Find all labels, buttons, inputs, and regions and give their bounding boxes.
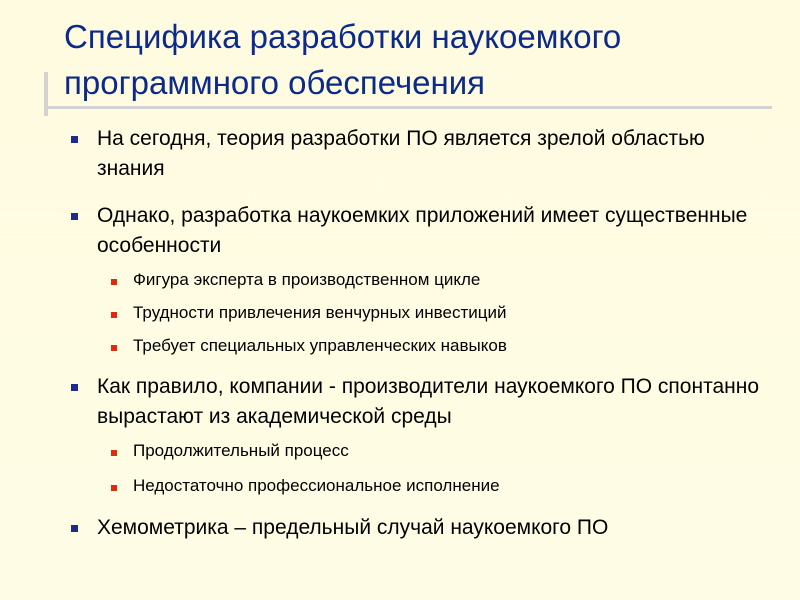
square-bullet-icon bbox=[111, 279, 117, 285]
sub-bullet-item: Недостаточно профессиональное исполнение bbox=[133, 476, 500, 495]
bullet-item: Хемометрика – предельный случай наукоемкого ПО bbox=[97, 516, 609, 539]
square-bullet-icon bbox=[111, 450, 117, 456]
square-bullet-icon bbox=[71, 525, 78, 532]
sub-bullet-item: Требует специальных управленческих навыков bbox=[133, 336, 507, 355]
sub-bullet-item: Фигура эксперта в производственном цикле bbox=[133, 270, 481, 289]
bullet-item: Однако, разработка наукоемких приложений имеет существенные особенности bbox=[97, 204, 748, 257]
title-horizontal-rule bbox=[44, 106, 772, 109]
sub-bullet-item: Продолжительный процесс bbox=[133, 441, 349, 460]
sub-bullet-item: Трудности привлечения венчурных инвестиций bbox=[133, 303, 507, 322]
square-bullet-icon bbox=[111, 345, 117, 351]
slide-title: Специфика разработки наукоемкого программного обеспечения bbox=[64, 18, 622, 101]
square-bullet-icon bbox=[111, 312, 117, 318]
title-vertical-rule bbox=[44, 72, 48, 116]
bullet-item: Как правило, компании - производители наукоемкого ПО спонтанно вырастают из академической среды bbox=[97, 375, 760, 428]
square-bullet-icon bbox=[71, 213, 78, 220]
bullet-item: На сегодня, теория разработки ПО является зрелой областью знания bbox=[97, 127, 705, 180]
square-bullet-icon bbox=[71, 136, 78, 143]
square-bullet-icon bbox=[71, 384, 78, 391]
square-bullet-icon bbox=[111, 485, 117, 491]
